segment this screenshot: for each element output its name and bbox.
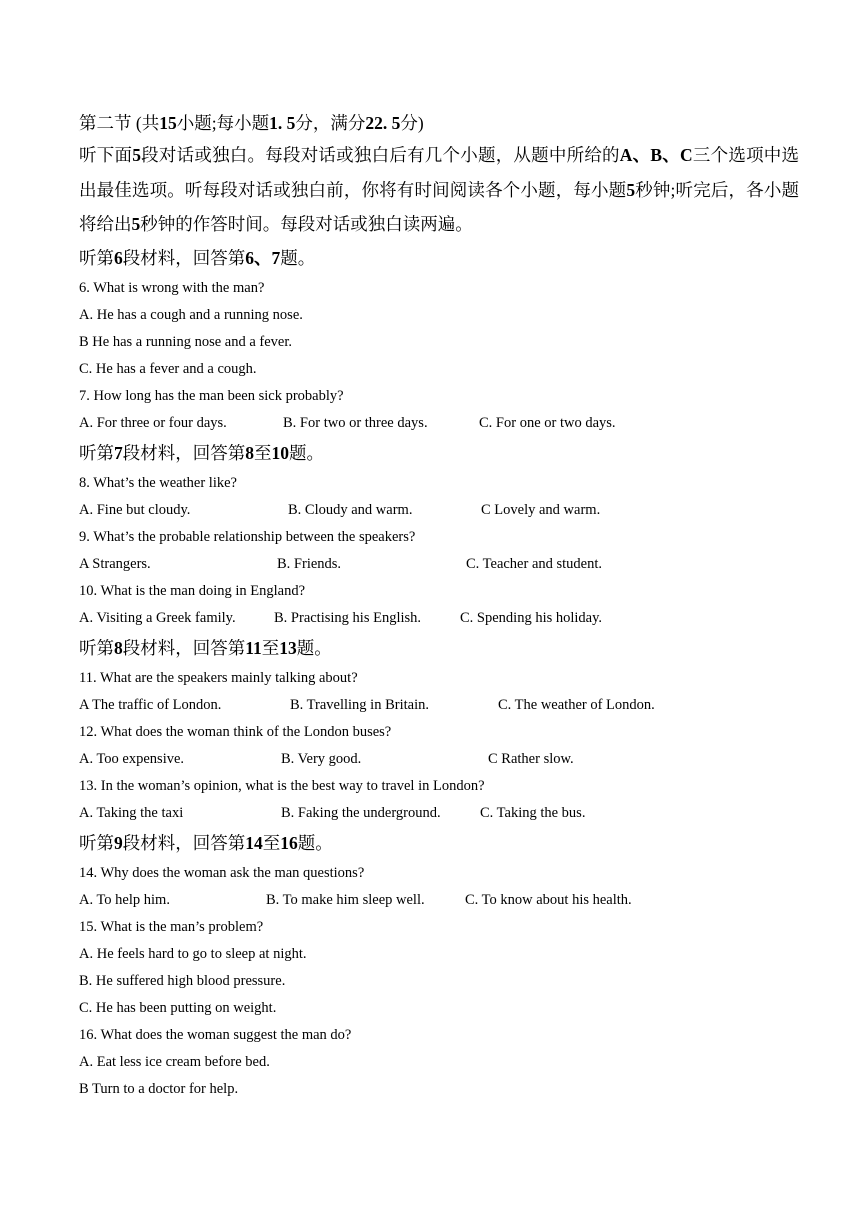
question-6-option-c: C. He has a fever and a cough. (79, 360, 257, 377)
intro-text-3: 三个选项中选出最佳选项。听每段对话或独白前，你将有时间阅读各个小题，每小题 (79, 145, 800, 200)
intro-num-3: 5 (131, 214, 141, 234)
question-11-option-a: A The traffic of London. (79, 696, 222, 713)
group-range-end: 13 (279, 637, 297, 658)
question-14-option-a: A. To help him. (79, 891, 170, 908)
question-12-options (79, 746, 799, 773)
question-12-option-a: A. Too expensive. (79, 750, 185, 767)
section-instructions (79, 138, 799, 242)
section-title-mid2: 分，满分 (295, 113, 366, 133)
group-heading-6 (79, 242, 799, 275)
question-6: 6. What is wrong with the man? (79, 279, 265, 296)
group-pre: 听第 (79, 832, 114, 853)
group-num: 9 (114, 832, 123, 853)
group-mid: 段材料，回答第 (122, 637, 246, 658)
intro-num-2: 5 (626, 179, 636, 200)
question-15: 15. What is the man’s problem? (79, 918, 264, 935)
group-range-start: 8 (245, 442, 254, 463)
intro-text-5: 秒钟的作答时间。每段对话或独白读两遍。 (140, 214, 473, 234)
section-total-score: 22. 5 (365, 113, 401, 133)
question-10-option-a: A. Visiting a Greek family. (79, 609, 236, 626)
intro-options: A、B、C (619, 145, 693, 165)
group-post: 题。 (289, 442, 324, 463)
question-16-option-b: B Turn to a doctor for help. (79, 1080, 239, 1097)
question-12: 12. What does the woman think of the London buses? (79, 723, 392, 740)
exam-page (79, 108, 799, 1103)
section-count: 15 (159, 113, 177, 133)
question-9-options (79, 551, 799, 578)
group-to: 至 (261, 637, 280, 658)
group-post: 题。 (297, 832, 333, 853)
intro-text-4: 秒钟;听完后，各小题将给出 (79, 179, 799, 234)
question-7-option-c: C. For one or two days. (479, 414, 616, 431)
question-14: 14. Why does the woman ask the man questions? (79, 864, 365, 881)
question-12-option-c: C Rather slow. (488, 750, 574, 767)
question-11-option-b: B. Travelling in Britain. (290, 696, 429, 713)
question-9: 9. What’s the probable relationship between the speakers? (79, 528, 416, 545)
group-to: 至 (262, 832, 281, 853)
group-pre: 听第 (79, 442, 114, 463)
group-num: 8 (114, 637, 123, 658)
question-14-option-c: C. To know about his health. (465, 891, 632, 908)
group-heading-9 (79, 827, 799, 860)
section-title-open: (共 (131, 113, 160, 133)
group-range-start: 11 (245, 637, 262, 658)
question-11-option-c: C. The weather of London. (498, 696, 655, 713)
question-8-option-c: C Lovely and warm. (481, 501, 601, 518)
question-8-option-b: B. Cloudy and warm. (288, 501, 413, 518)
question-11: 11. What are the speakers mainly talking about? (79, 669, 358, 686)
group-num: 6 (114, 247, 123, 268)
question-6-option-b: B He has a running nose and a fever. (79, 333, 293, 350)
question-11-options (79, 692, 799, 719)
section-title-mid1: 小题;每小题 (176, 113, 270, 133)
question-8-option-a: A. Fine but cloudy. (79, 501, 191, 518)
question-10: 10. What is the man doing in England? (79, 582, 306, 599)
question-14-options (79, 887, 799, 914)
question-9-option-b: B. Friends. (277, 555, 342, 572)
question-12-option-b: B. Very good. (281, 750, 362, 767)
section-label: 第二节 (79, 113, 132, 133)
section-title (79, 108, 799, 138)
question-6-option-a: A. He has a cough and a running nose. (79, 306, 303, 323)
group-range-end: 10 (271, 442, 289, 463)
group-post: 题。 (280, 247, 316, 268)
question-9-option-c: C. Teacher and student. (466, 555, 603, 572)
question-10-option-b: B. Practising his English. (274, 609, 422, 626)
question-8-options (79, 497, 799, 524)
group-pre: 听第 (79, 637, 114, 658)
question-13-option-c: C. Taking the bus. (480, 804, 586, 821)
question-15-option-c: C. He has been putting on weight. (79, 999, 277, 1016)
question-16: 16. What does the woman suggest the man do? (79, 1026, 352, 1043)
question-13-option-a: A. Taking the taxi (79, 804, 184, 821)
group-mid: 段材料，回答第 (122, 832, 246, 853)
question-7: 7. How long has the man been sick probably? (79, 387, 344, 404)
group-range-end: 16 (280, 832, 298, 853)
question-13: 13. In the woman’s opinion, what is the best way to travel in London? (79, 777, 485, 794)
intro-text-1: 听下面 (79, 145, 133, 165)
group-mid: 段材料，回答第 (122, 442, 246, 463)
group-num: 7 (114, 442, 123, 463)
question-8: 8. What’s the weather like? (79, 474, 237, 491)
question-14-option-b: B. To make him sleep well. (266, 891, 425, 908)
question-7-option-a: A. For three or four days. (79, 414, 227, 431)
group-range-start: 14 (245, 832, 263, 853)
question-7-option-b: B. For two or three days. (283, 414, 428, 431)
group-post: 题。 (296, 637, 332, 658)
intro-text-2: 段对话或独白。每段对话或独白后有几个小题，从题中所给的 (140, 145, 620, 165)
section-per-score: 1. 5 (269, 113, 296, 133)
group-heading-7 (79, 437, 799, 470)
question-9-option-a: A Strangers. (79, 555, 151, 572)
question-15-option-b: B. He suffered high blood pressure. (79, 972, 286, 989)
intro-num-1: 5 (132, 145, 141, 165)
question-13-options (79, 800, 799, 827)
group-to: 至 (254, 442, 272, 463)
question-7-options (79, 410, 799, 437)
group-pre: 听第 (79, 247, 114, 268)
group-range: 6、7 (245, 247, 281, 268)
question-10-option-c: C. Spending his holiday. (460, 609, 603, 626)
question-13-option-b: B. Faking the underground. (281, 804, 441, 821)
question-10-options (79, 605, 799, 632)
section-title-close: 分) (400, 113, 424, 133)
group-heading-8 (79, 632, 799, 665)
question-16-option-a: A. Eat less ice cream before bed. (79, 1053, 270, 1070)
question-15-option-a: A. He feels hard to go to sleep at night. (79, 945, 307, 962)
group-mid: 段材料，回答第 (122, 247, 246, 268)
